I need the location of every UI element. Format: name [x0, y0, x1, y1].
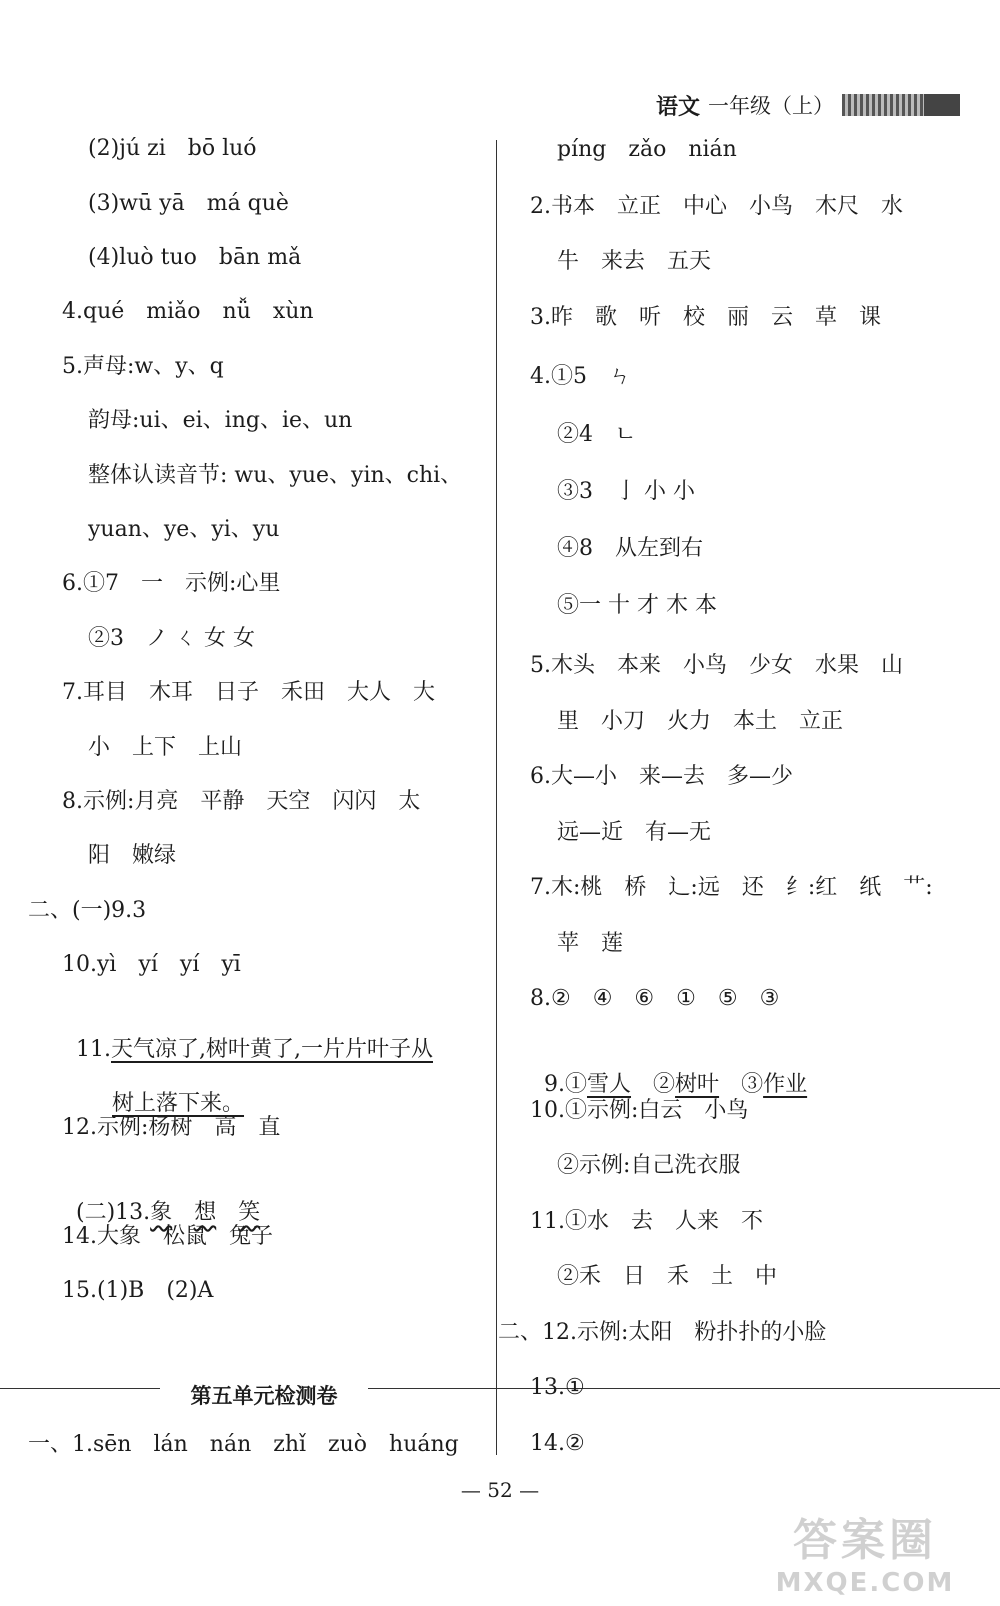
answer-line: 5.木头 本来 小鸟 少女 水果 山 [530, 653, 903, 678]
answer-line: 8.示例:月亮 平静 天空 闪闪 太 [62, 789, 421, 814]
watermark-line: 答案圈 [793, 1515, 937, 1566]
answer-line: 5.声母:w、y、q [62, 354, 224, 379]
wavy-underlined-char: 想 [194, 1200, 217, 1225]
header-subject: 语文 [655, 94, 700, 120]
underlined-sentence: 天气凉了,树叶黄了,一片片叶子从 [111, 1037, 433, 1062]
answer-line: (2)jú zi bō luó [88, 136, 257, 161]
underlined-word: 树叶 [675, 1072, 720, 1097]
answer-line: 4.①5 ㄣ [530, 364, 631, 389]
answer-line: 2.书本 立正 中心 小鸟 木尺 水 [530, 194, 903, 219]
answer-line: yuan、ye、yi、yu [88, 517, 280, 542]
answer-line: 苹 莲 [557, 931, 624, 956]
answer-line: 远—近 有—无 [557, 820, 712, 845]
column-divider [496, 140, 497, 1455]
answer-line: 13.① [530, 1375, 585, 1400]
answer-line: 里 小刀 火力 本土 立正 [557, 709, 844, 734]
answer-line [62, 1005, 433, 1065]
page-number: — 52 — [460, 1478, 540, 1502]
answer-line: ②示例:自己洗衣服 [557, 1153, 741, 1178]
answer-line: ②3 ノ ㄑ 女 女 [88, 626, 255, 651]
answer-line: ⑤一 十 才 木 本 [557, 593, 717, 618]
underlined-sentence: 树上落下来。 [112, 1091, 245, 1116]
answer-line [98, 1059, 244, 1119]
underlined-word: 雪人 [587, 1072, 632, 1097]
answer-line: ②禾 日 禾 土 中 [557, 1264, 778, 1289]
watermark-logo [760, 1504, 970, 1598]
answer-line [62, 1168, 260, 1228]
header-grade: 一年级（上） [708, 94, 834, 118]
answer-line: 二、(一)9.3 [28, 898, 147, 923]
answer-line: 整体认读音节: wu、yue、yin、chi、 [88, 463, 463, 488]
answer-line: 牛 来去 五天 [557, 249, 712, 274]
answer-line: 韵母:ui、ei、ing、ie、un [88, 408, 353, 433]
wavy-underlined-char: 象 [150, 1200, 173, 1225]
answer-line: 二、12.示例:太阳 粉扑扑的小脸 [498, 1320, 827, 1345]
answer-line: 一、1.sēn lán nán zhǐ zuò huáng [28, 1432, 459, 1457]
answer-line: 6.大—小 来—去 多—少 [530, 764, 793, 789]
page-header [656, 88, 960, 122]
answer-line: 14.② [530, 1431, 585, 1456]
answer-line: píng zǎo nián [557, 137, 737, 162]
section-rule [0, 1388, 1000, 1389]
sub-number: ③ [741, 1072, 764, 1097]
watermark-line: MXQE.COM [775, 1568, 955, 1598]
answer-line: 6.①7 一 示例:心里 [62, 571, 281, 596]
wavy-underlined-char: 笑 [238, 1200, 261, 1225]
answer-line: ③3 亅 小 小 [557, 479, 695, 504]
sub-number: ② [653, 1072, 676, 1097]
section-title: 第五单元检测卷 [160, 1380, 368, 1410]
answer-line: 14.大象 松鼠 兔子 [62, 1224, 273, 1249]
answer-line: (4)luò tuo bān mǎ [88, 245, 302, 270]
sub-number: 9.① [544, 1072, 587, 1097]
question-number: 11. [76, 1037, 111, 1062]
answer-line: 12.示例:杨树 高 直 [62, 1115, 281, 1140]
answer-line: 15.(1)B (2)A [62, 1278, 214, 1303]
answer-line: 阳 嫩绿 [88, 843, 177, 868]
answer-line: ④8 从左到右 [557, 536, 703, 561]
answer-line [530, 1040, 807, 1100]
answer-line: 小 上下 上山 [88, 735, 243, 760]
header-decor-block [924, 94, 960, 116]
answer-line: 4.qué miǎo nǚ xùn [62, 299, 314, 324]
answer-line: 8.② ④ ⑥ ① ⑤ ③ [530, 986, 780, 1011]
answer-line: 3.昨 歌 听 校 丽 云 草 课 [530, 305, 881, 330]
underlined-word: 作业 [763, 1072, 808, 1097]
answer-line: 7.耳目 木耳 日子 禾田 大人 大 [62, 680, 435, 705]
answer-line: 11.①水 去 人来 不 [530, 1209, 763, 1234]
answer-line: ②4 ㄴ [557, 422, 637, 447]
answer-line: (3)wū yā má què [88, 191, 289, 216]
question-number: (二)13. [76, 1200, 151, 1225]
answer-line: 7.木:桃 桥 辶:远 还 纟:红 纸 艹: [530, 875, 933, 900]
answer-line: 10.①示例:白云 小鸟 [530, 1098, 749, 1123]
header-decor-bar [842, 94, 924, 116]
answer-line: 10.yì yí yí yī [62, 952, 241, 977]
